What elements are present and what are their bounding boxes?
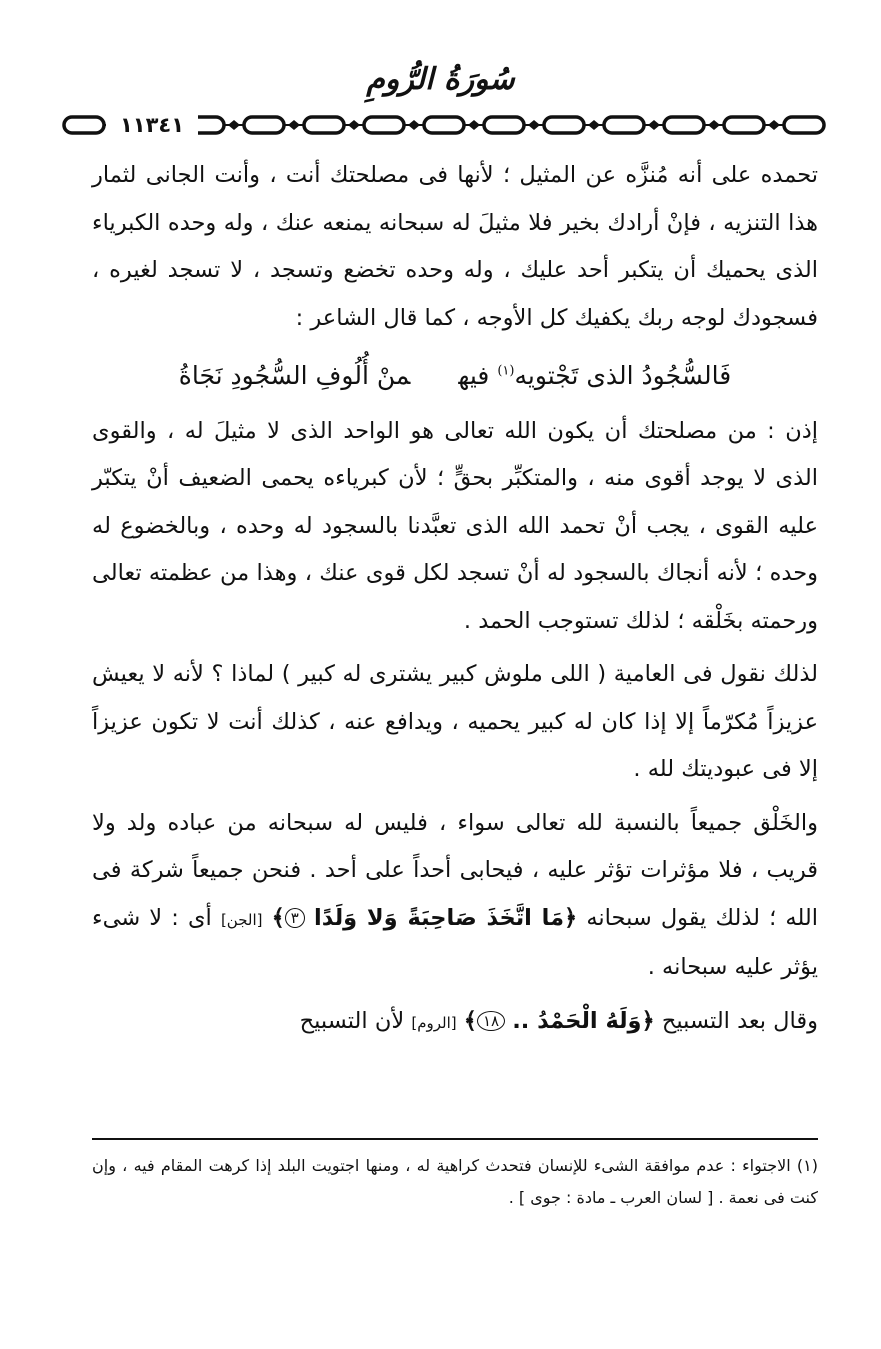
- ornament-link: [664, 117, 704, 133]
- verse-hemistich-1: فَالسُّجُودُ الذى تَجْتويه$^{(١)}$ فيه: [458, 361, 732, 390]
- ornament-link: [304, 117, 344, 133]
- ornament-link: [784, 117, 824, 133]
- ornament-link: [544, 117, 584, 133]
- ornament-link: [244, 117, 284, 133]
- main-text: [92, 152, 818, 1047]
- ornament-link: [64, 117, 104, 133]
- quran-quote: ﴿مَا اتَّخَذَ صَاحِبَةً وَلا وَلَدًا: [313, 904, 578, 931]
- surah-reference: [الروم]: [411, 1013, 457, 1032]
- footnote-section: [92, 1150, 818, 1214]
- poetry-verse: [92, 352, 818, 400]
- paragraph-5: وقال بعد التسبيح ﴿وَلَهُ الْحَمْدُ .. ١٨﴾ [الروم] لأن التسبيح: [299, 1007, 818, 1034]
- paragraph-4: والخَلْق جميعاً بالنسبة لله تعالى سواء ، فليس له سبحانه من عباده ولد ولا قريب ، فلا مؤثرات تؤثر عليه ، فيحابى أحداً على أحد . فنحن جميعاً شركة فى الله ؛ لذلك يقول سبحانه ﴿مَا اتَّخَذَ صَاحِبَةً وَلا وَلَدًا ٣﴾ [الجن] أى : لا شىء يؤثر عليه سبحانه .: [92, 809, 819, 980]
- surah-reference: [الجن]: [220, 910, 263, 929]
- ornament-link: [484, 117, 524, 133]
- ornament-link: [424, 117, 464, 133]
- paragraph-2: إذن : من مصلحتك أن يكون الله تعالى هو الواحد الذى لا مثيلَ له ، والقوى الذى لا يوجد أقوى منه ، والمتكبِّر بحقٍّ ؛ لأن كبرياءه يحمى الضعيف أنْ يتكبّر عليه القوى ، يجب أنْ تحمد الله الذى تعبَّدنا بالسجود له وحده ، وبالخضوع له وحده ؛ لأنه أنجاك بالسجود له أنْ تسجد لكل قوى عنك ، وهذا من عظمته تعالى ورحمته بخَلْقه ؛ لذلك تستوجب الحمد .: [92, 417, 818, 634]
- quran-quote: ﴿وَلَهُ الْحَمْدُ ..: [512, 1007, 655, 1034]
- paragraph-3: لذلك نقول فى العامية ( اللى ملوش كبير يشترى له كبير ) لماذا ؟ لأنه لا يعيش عزيزاً مُكرّماً إلا إذا كان له كبير يحميه ، ويدافع عنه ، كذلك أنت لا تكون عزيزاً إلا فى عبوديتك لله .: [92, 661, 818, 782]
- aya-number-badge: ١٨: [477, 1011, 505, 1031]
- ornament-link: [364, 117, 404, 133]
- verse-hemistich-2: منْ أُلُوفِ السُّجُودِ نَجَاةُ: [178, 361, 411, 390]
- page-number: ١١٣٤١: [106, 113, 198, 137]
- aya-number-badge: ٣: [285, 908, 305, 928]
- footnote-1: (١) الاجتواء : عدم موافقة الشىء للإنسان فتحدث كراهية له ، ومنها اجتويت البلد إذا كرهت المقام فيه ، وإن كنت فى نعمة . [ لسان العرب ـ مادة : جوى ] .: [92, 1156, 818, 1207]
- footnote-divider: [92, 1138, 818, 1140]
- ornament-link: [724, 117, 764, 133]
- surah-title: سُورَةُ الرُّومِ: [366, 62, 515, 97]
- paragraph-1: تحمده على أنه مُنزَّه عن المثيل ؛ لأنها فى مصلحتك أنت ، وأنت الجانى لثمار هذا التنزيه ، فإنْ أرادك بخير فلا مثيلَ له سبحانه يمنعه عنك ، وله وحده الكبرياء الذى يحميك أن يتكبر أحد عليك ، وله وحده تخضع وتسجد ، لا تسجد لغيره ، فسجودك لوجه ربك يكفيك كل الأوجه ، كما قال الشاعر :: [92, 162, 818, 331]
- footnote-marker[interactable]: (١): [497, 363, 515, 379]
- ornament-link: [604, 117, 644, 133]
